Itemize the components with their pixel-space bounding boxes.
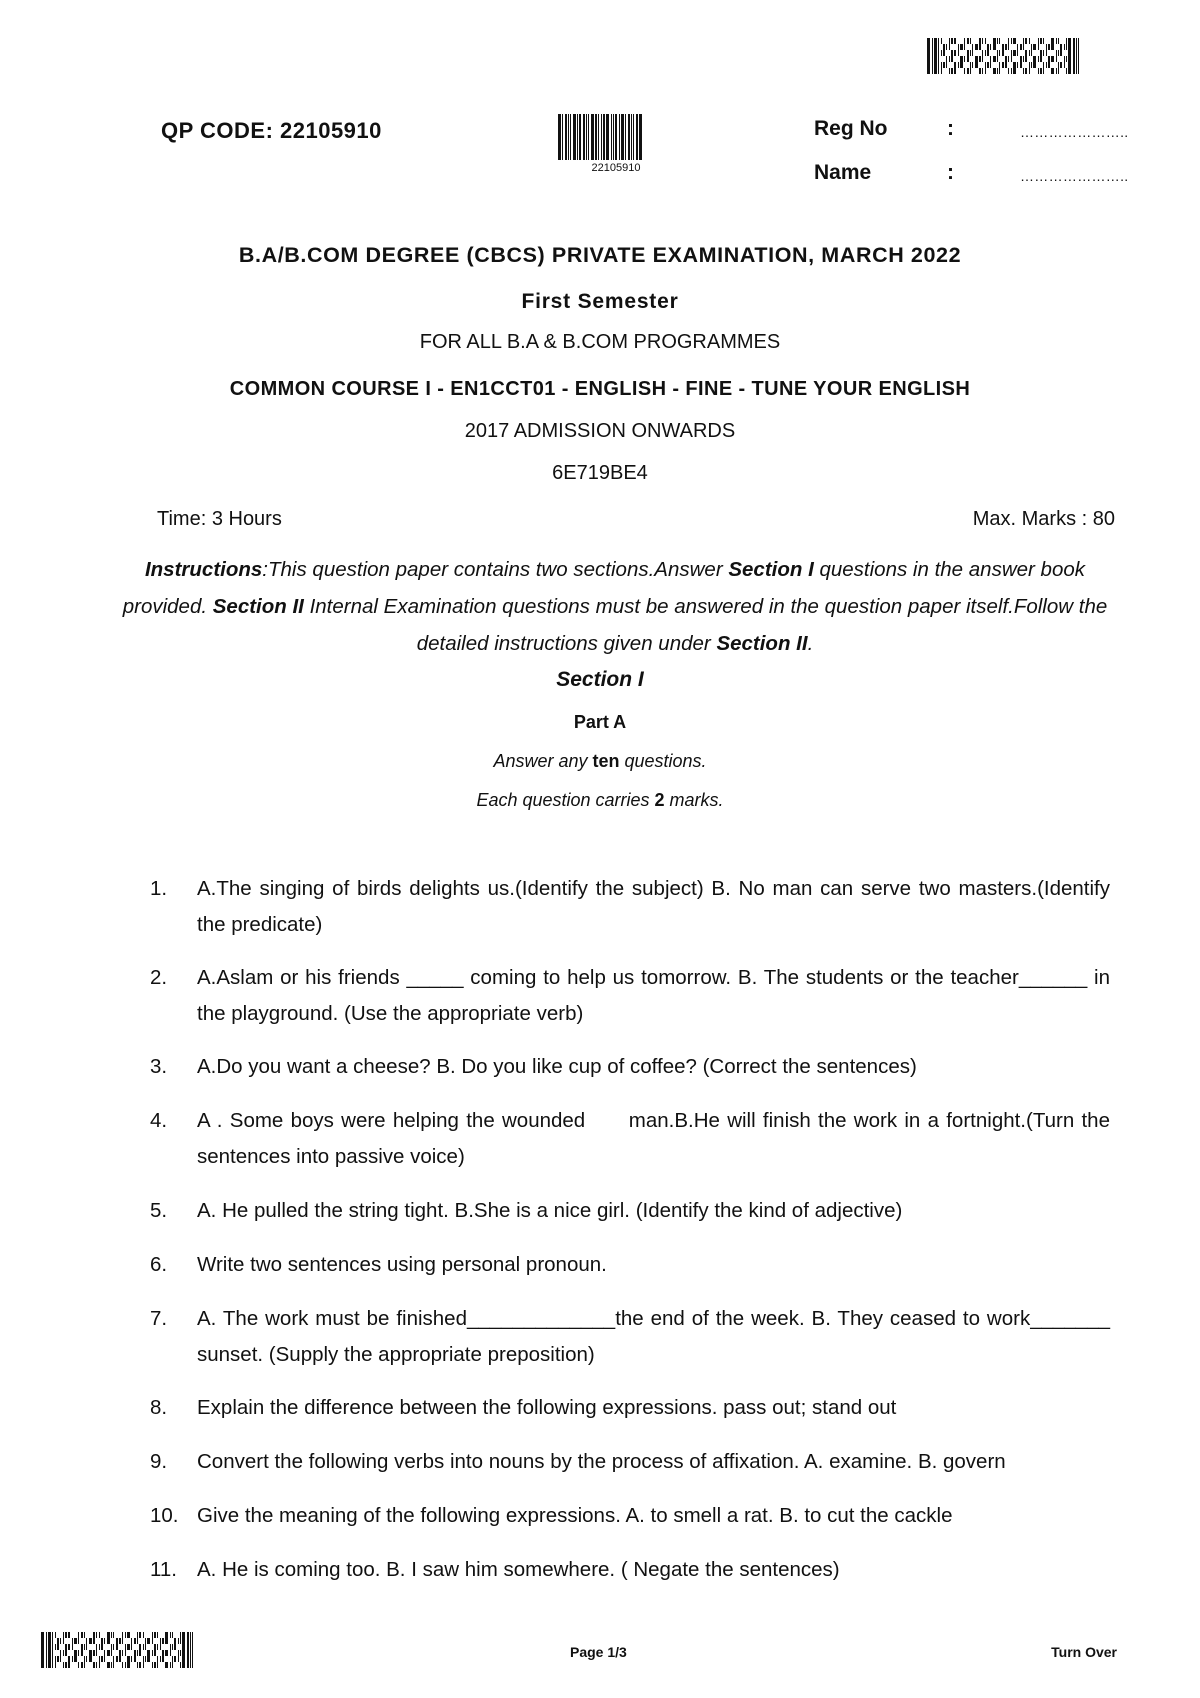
question-text: A . Some boys were helping the wounded man.B.He will finish the work in a fortnight.(Turn the sentences into passive voice) <box>197 1109 1116 1168</box>
course-title: COMMON COURSE I - EN1CCT01 - ENGLISH - FINE - TUNE YOUR ENGLISH <box>229 378 971 400</box>
question-item <box>150 1552 1110 1588</box>
question-item <box>150 1444 1110 1480</box>
instructions-text: Internal Examination questions must be answered in the question paper itself.Follow the detailed instructions given under <box>303 595 1108 655</box>
answer-note <box>0 751 1200 772</box>
name-colon: : <box>947 161 954 184</box>
question-number: 9. <box>150 1450 168 1473</box>
name-label: Name <box>814 161 872 184</box>
bottom-barcode <box>41 1632 246 1668</box>
question-text: Write two sentences using personal pronoun. <box>197 1253 607 1276</box>
turn-over: Turn Over <box>1051 1644 1117 1660</box>
instructions-bold: Section II <box>716 632 808 655</box>
instructions-text: :This question paper contains two sections.Answer <box>262 558 729 581</box>
question-text: Convert the following verbs into nouns by the process of affixation. A. examine. B. govern <box>197 1450 1006 1473</box>
name-field: ………………….. <box>1020 168 1129 184</box>
section-title: Section I <box>556 668 644 691</box>
note-text: marks. <box>664 790 724 810</box>
programmes: FOR ALL B.A & B.COM PROGRAMMES <box>419 331 781 353</box>
reg-no-colon: : <box>947 117 954 140</box>
question-text: A. The work must be finished_____________the end of the week. B. They ceased to work_______ sunset. (Supply the appropriate preposition) <box>197 1307 1110 1366</box>
question-number: 11. <box>150 1558 177 1581</box>
question-item <box>150 871 1110 943</box>
qp-code: QP CODE: 22105910 <box>161 118 382 143</box>
question-number: 4. <box>150 1109 168 1132</box>
question-number: 6. <box>150 1253 168 1276</box>
question-item <box>150 1193 1110 1229</box>
question-text: A.The singing of birds delights us.(Identify the subject) B. No man can serve two masters.(Identify the predicate) <box>197 877 1110 936</box>
barcode-number: 22105910 <box>591 162 641 174</box>
marks-note <box>0 790 1200 811</box>
reg-no-field: ………………….. <box>1020 124 1129 140</box>
center-barcode <box>558 114 674 160</box>
question-text: A.Do you want a cheese? B. Do you like cup of coffee? (Correct the sentences) <box>197 1055 917 1078</box>
question-item <box>150 1103 1116 1175</box>
instructions-text: . <box>807 632 814 655</box>
question-text: Give the meaning of the following expressions. A. to smell a rat. B. to cut the cackle <box>197 1504 953 1527</box>
page-number: Page 1/3 <box>570 1644 627 1660</box>
question-item <box>150 1049 1110 1085</box>
instructions <box>112 551 1118 662</box>
question-number: 8. <box>150 1396 168 1419</box>
note-bold: ten <box>592 751 620 771</box>
question-text: A.Aslam or his friends _____ coming to help us tomorrow. B. The students or the teacher______ in the playground. (Use the appropriate verb) <box>197 966 1110 1025</box>
question-text: A. He pulled the string tight. B.She is a nice girl. (Identify the kind of adjective) <box>197 1199 903 1222</box>
question-number: 3. <box>150 1055 168 1078</box>
top-barcode <box>927 38 1132 74</box>
note-text: Answer any <box>493 751 593 771</box>
exam-title: B.A/B.COM DEGREE (CBCS) PRIVATE EXAMINATION, MARCH 2022 <box>238 243 962 267</box>
question-number: 2. <box>150 966 168 989</box>
paper-code: 6E719BE4 <box>552 462 648 484</box>
note-text: Each question carries <box>476 790 655 810</box>
reg-no-label: Reg No <box>814 117 888 140</box>
question-number: 1. <box>150 877 168 900</box>
note-text: questions. <box>619 751 707 771</box>
question-number: 10. <box>150 1504 179 1527</box>
time: Time: 3 Hours <box>157 508 282 530</box>
question-item <box>150 1390 1110 1426</box>
instructions-bold: Section I <box>728 558 814 581</box>
admission: 2017 ADMISSION ONWARDS <box>464 420 736 442</box>
instructions-bold: Section II <box>212 595 304 618</box>
semester: First Semester <box>521 290 679 313</box>
question-number: 7. <box>150 1307 168 1330</box>
question-text: A. He is coming too. B. I saw him somewhere. ( Negate the sentences) <box>197 1558 840 1581</box>
question-item <box>150 960 1110 1032</box>
question-item <box>150 1247 1110 1283</box>
question-text: Explain the difference between the following expressions. pass out; stand out <box>197 1396 897 1419</box>
instructions-label: Instructions <box>144 558 263 581</box>
question-item <box>150 1498 1110 1534</box>
instructions-text: questions in the answer book provided. <box>122 558 1086 618</box>
part-title: Part A <box>573 712 627 732</box>
max-marks: Max. Marks : 80 <box>972 508 1115 530</box>
question-number: 5. <box>150 1199 168 1222</box>
question-item <box>150 1301 1110 1373</box>
note-bold: 2 <box>654 790 665 810</box>
